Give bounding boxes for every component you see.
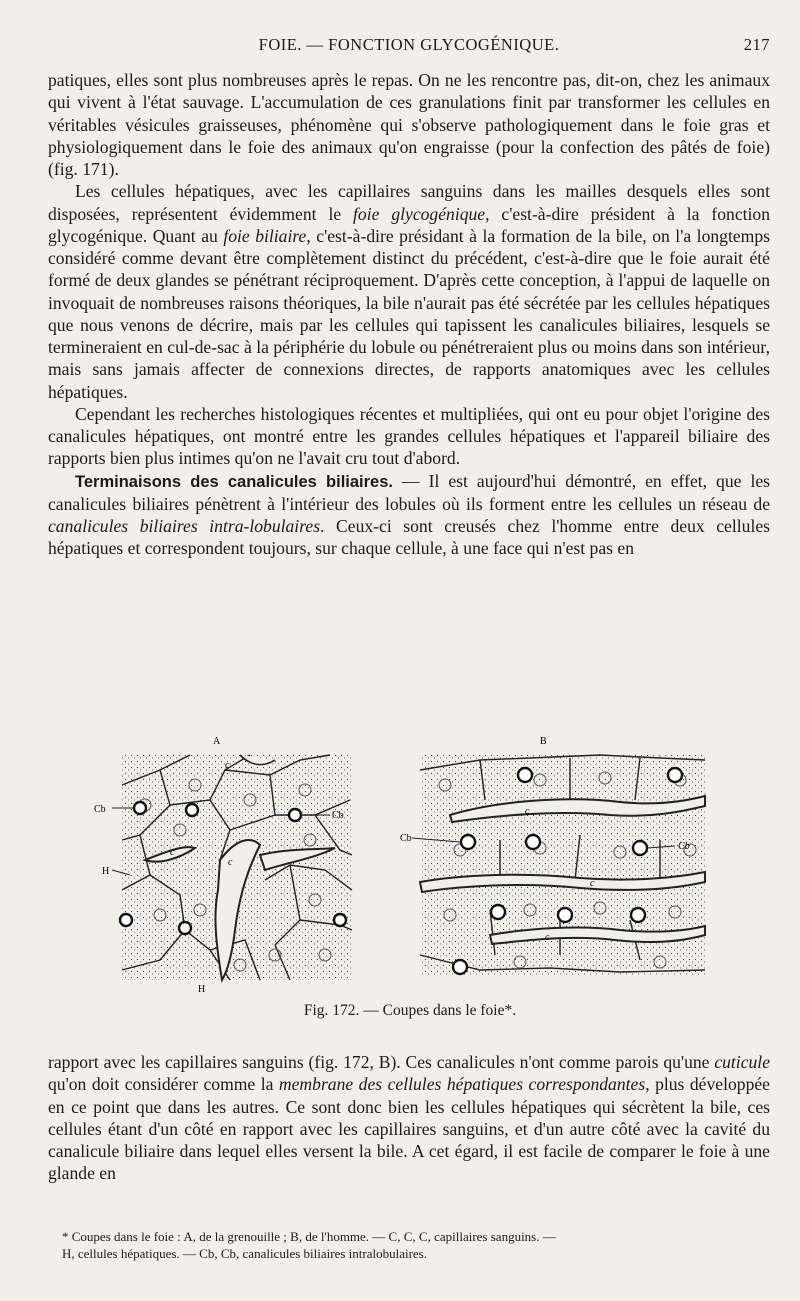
panel-b-human (400, 736, 705, 977)
footnote (62, 1228, 762, 1262)
run-text: . Ceux-ci sont creusés chez l'homme entre deux cellules hépatiques et correspondent toujours, sur chaque cellule, à une face qui n'est pas en (48, 516, 770, 559)
run-italic: cuticule (714, 1052, 770, 1072)
body-text-bottom (48, 1051, 770, 1185)
figure-caption: Fig. 172. — Coupes dans le foie*. (303, 1002, 517, 1019)
paragraph (48, 69, 770, 180)
panel-a-cb-label-left: Cb (94, 804, 106, 815)
run-text: , plus développée en ce point que dans les autres. Ce sont donc bien les cellules hépatiques qui sécrètent la bile, ces cellules étant d'un côté en rapport avec les capillaires sanguins, et d'un autre côté avec la cavité du canalicule biliaire dans lequel elles versent la bile. A cet égard, il est facile de comparer le foie à une glande en (48, 1074, 770, 1184)
run-text: Les cellules hépatiques, avec les capillaires sanguins dans les mailles desquels elles sont disposées, représentent évidemment le (48, 181, 770, 224)
body-text-top (48, 69, 770, 560)
panel-a-c-label-mid: c (228, 857, 233, 868)
panel-b-c-label-top: c (525, 806, 530, 817)
footnote-line-1: * Coupes dans le foie : A, de la grenouille ; B, de l'homme. — C, C, C, capillaires sanguins. — (62, 1229, 556, 1244)
footnote-line-2: H, cellules hépatiques. — Cb, Cb, canalicules biliaires intralobulaires. (62, 1246, 427, 1261)
panel-a-frog (94, 736, 352, 995)
paragraph (48, 180, 770, 403)
panel-a-c-label-top: c (225, 760, 230, 771)
run-text: , c'est-à-dire présidant à la formation de la bile, on l'a longtemps considéré comme devant être complètement distinct du précédent, c'est-à-dire que le foie aurait été formé de deux glandes se pénétrant réciproquement. D'après cette conception, à l'appui de laquelle on invoquait de nombreuses raisons théoriques, la bile n'aurait pas été sécrétée par les cellules hépatiques que nous venons de décrire, mais par les cellules qui tapissent les canalicules biliaires, lesquels se termineraient en cul-de-sac à la périphérie du lobule ou pénétreraient plus ou moins dans son intérieur, mais sans jamais affecter de connexions directes, de rapports anatomiques avec les cellules hépatiques. (48, 225, 770, 402)
run-text: , c'est-à-dire président à la fonction glycogénique. Quant au (48, 203, 771, 246)
liver-sections-illustration (94, 730, 720, 1000)
panel-b-cb-label-left: Cb (400, 833, 412, 844)
panel-a-h-label-bottom: H (198, 984, 206, 995)
figure-172 (94, 730, 720, 1030)
panel-a-cb-label-right: Cb (332, 810, 344, 821)
run-text: rapport avec les capillaires sanguins (fig. 172, B). Ces canalicules n'ont comme parois qu'une (48, 1052, 715, 1072)
panel-b-c-label-bottom: c (545, 932, 550, 943)
run-italic: canalicules biliaires intra-lobulaires (48, 516, 321, 536)
run-text: — Il est aujourd'hui démontré, en effet, que les canalicules biliaires pénètrent à l'intérieur des lobules où ils forment entre les cellules un réseau de (48, 470, 770, 514)
run-text: Cependant les recherches histologiques récentes et multipliées, qui ont eu pour objet l'origine des canalicules hépatiques, ont montré entre les grandes cellules hépatiques et l'appareil biliaire des rapports bien plus intimes qu'on ne l'avait cru tout d'abord. (48, 403, 770, 469)
running-title: FOIE. — FONCTION GLYCOGÉNIQUE. (258, 35, 560, 54)
run-italic: membrane des cellules hépatiques correspondantes (278, 1074, 646, 1095)
paragraph (48, 470, 770, 560)
paragraph (48, 1051, 770, 1185)
page-number: 217 (743, 35, 770, 54)
panel-b-label: B (540, 736, 547, 747)
run-text: qu'on doit considérer comme la (48, 1074, 279, 1095)
panel-a-c-label-left: c (170, 847, 175, 858)
panel-b-c-label-mid: c (590, 878, 595, 889)
run-heading: Terminaisons des canalicules biliaires. (75, 472, 393, 491)
paragraph (48, 403, 770, 470)
panel-a-h-label: H (102, 866, 110, 877)
run-italic: foie biliaire (223, 225, 307, 246)
run-italic: foie glycogénique (353, 203, 486, 224)
run-text: patiques, elles sont plus nombreuses après le repas. On ne les rencontre pas, dit-on, chez les animaux qui vivent à l'état sauvage. L'accumulation de ces granulations finit par transformer les cellules en véritables vésicules graisseuses, phénomène qui s'observe pathologiquement dans le foie gras et physiologiquement dans le foie des animaux qu'on engraisse (pour la confection des pâtés de foie) (fig. 171). (48, 70, 770, 179)
running-header (48, 35, 770, 57)
panel-b-cb-label-right: Cb (678, 841, 690, 852)
panel-a-label: A (213, 736, 221, 747)
